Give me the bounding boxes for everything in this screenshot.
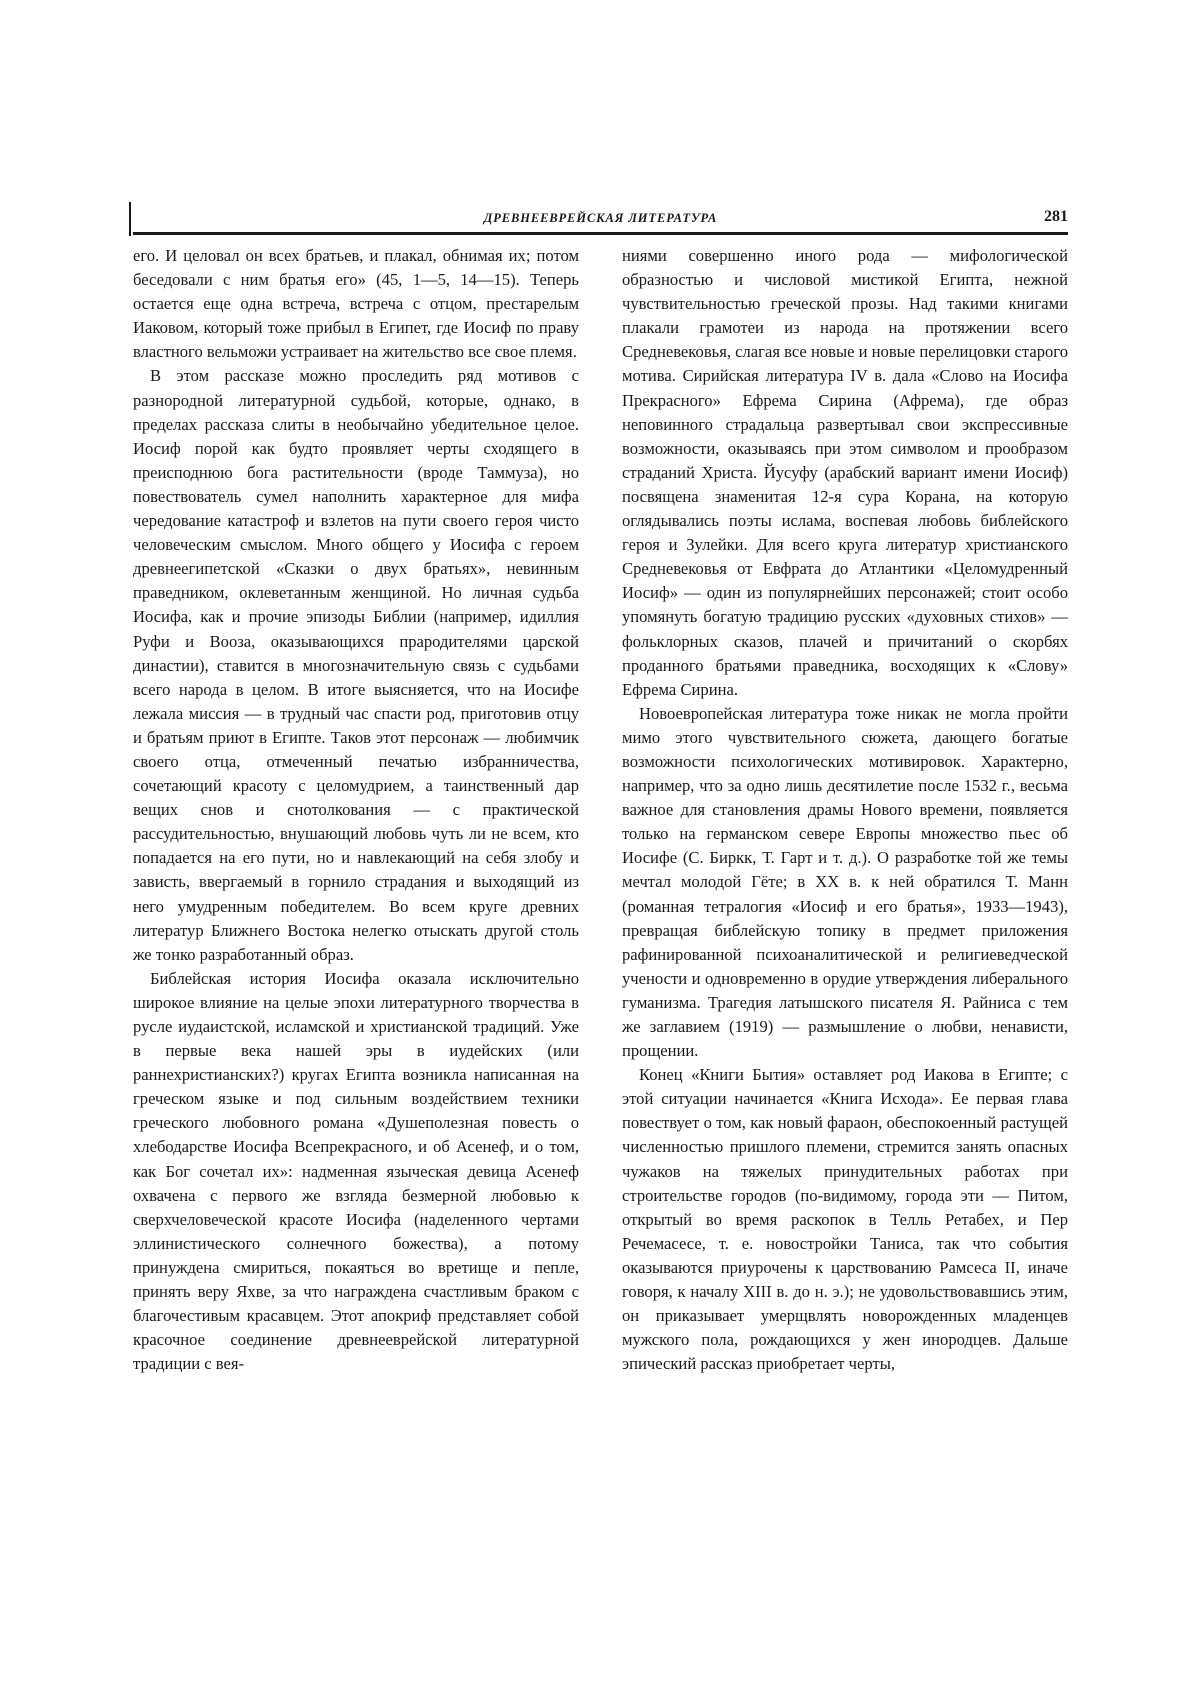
page-header [133, 208, 1068, 232]
paragraph: В этом рассказе можно проследить ряд мотивов с разнородной литературной судьбой, которые, однако, в пределах рассказа слиты в необычайно убедительное целое. Иосиф порой как будто проявляет черты сходящего в преисподнюю бога растительности (вроде Таммуза), но повествователь сумел наполнить характерное для мифа чередование катастроф и взлетов на пути своего героя чисто человеческим смыслом. Много общего у Иосифа с героем древнеегипетской «Сказки о двух братьях», невинным праведником, оклеветанным женщиной. Но личная судьба Иосифа, как и прочие эпизоды Библии (например, идиллия Руфи и Вооза, оказывающихся прародителями царской династии), ставится в многозначительную связь с судьбами всего народа в целом. В итоге выясняется, что на Иосифе лежала миссия — в трудный час спасти род, приготовив отцу и братьям приют в Египте. Таков этот персонаж — любимчик своего отца, отмеченный печатью избранничества, сочетающий красоту с целомудрием, а таинственный дар вещих снов и снотолкования — с практической рассудительностью, внушающий любовь чуть ли не всем, кто попадается на его пути, но и навлекающий на себя злобу и зависть, ввергаемый в горнило страдания и выходящий из него умудренным победителем. Во всем круге древних литератур Ближнего Востока нелегко отыскать другой столь же тонко разработанный образ. [133, 366, 579, 964]
running-title: ДРЕВНЕЕВРЕЙСКАЯ ЛИТЕРАТУРА [483, 211, 718, 225]
paragraph: Конец «Книги Бытия» оставляет род Иакова в Египте; с этой ситуации начинается «Книга Исхода». Ее первая глава повествует о том, как новый фараон, обеспокоенный растущей численностью пришлого племени, стремится занять опасных чужаков на тяжелых принудительных работах при строительстве городов (по-видимому, города эти — Питом, открытый во время раскопок в Телль Ретабех, и Пер Речемасесе, т. е. новостройки Таниса, так что события оказываются приурочены к царствованию Рамсеса II, иначе говоря, к началу XIII в. до н. э.); не удовольствовавшись этим, он приказывает умерщвлять новорожденных младенцев мужского пола, рождающихся у жен инородцев. Дальше эпический рассказ приобретает черты, [622, 1065, 1068, 1374]
margin-mark [129, 202, 131, 236]
paragraph: Библейская история Иосифа оказала исключительно широкое влияние на целые эпохи литературного творчества в русле иудаистской, исламской и христианской традиций. Уже в первые века нашей эры в иудейских (или раннехристианских?) кругах Египта возникла написанная на греческом языке и под сильным воздействием техники греческого любовного романа «Душеполезная повесть о хлебодарстве Иосифа Всепрекрасного, и об Асенеф, и о том, как Бог сочетал их»: надменная языческая девица Асенеф охвачена с первого же взгляда безмерной любовью к сверхчеловеческой красоте Иосифа (наделенного чертами эллинистического солнечного божества), а потому принуждена смириться, покаяться во вретище и пепле, принять веру Яхве, за что награждена счастливым браком с благочестивым красавцем. Этот апокриф представляет собой красочное соединение древнееврейской литературной традиции с вея- [133, 968, 579, 1374]
paragraph: его. И целовал он всех братьев, и плакал, обнимая их; потом беседовали с ним братья его» (45, 1—5, 14—15). Теперь остается еще одна встреча, встреча с отцом, престарелым Иаковом, который тоже прибыл в Египет, где Иосиф по праву властного вельможи устраивает на жительство все свое племя. [133, 246, 579, 362]
page-number: 281 [1044, 208, 1068, 225]
right-column [622, 244, 1068, 1376]
paragraph: ниями совершенно иного рода — мифологической образностью и числовой мистикой Египта, нежной чувствительностью греческой прозы. Над такими книгами плакали грамотеи из народа на протяжении всего Средневековья, слагая все новые и новые перелицовки старого мотива. Сирийская литература IV в. дала «Слово на Иосифа Прекрасного» Ефрема Сирина (Афрема), где образ неповинного страдальца развертывал свои экспрессивные возможности, оказываясь при этом символом и прообразом страданий Христа. Йусуфу (арабский вариант имени Иосиф) посвящена знаменитая 12-я сура Корана, на которую оглядывались поэты ислама, воспевая любовь библейского героя и Зулейки. Для всего круга литератур христианского Средневековья от Евфрата до Атлантики «Целомудренный Иосиф» — один из популярнейших персонажей; стоит особо упомянуть богатую традицию русских «духовных стихов» — фольклорных сказов, плачей и причитаний о скорбях проданного братьями праведника, восходящих к «Слову» Ефрема Сирина. [622, 246, 1068, 699]
header-rule [133, 232, 1068, 235]
paragraph: Новоевропейская литература тоже никак не могла пройти мимо этого чувствительного сюжета, дающего богатые возможности психологических мотивировок. Характерно, например, что за одно лишь десятилетие после 1532 г., весьма важное для становления драмы Нового времени, появляется только на германском севере Европы множество пьес об Иосифе (С. Биркк, Т. Гарт и т. д.). О разработке той же темы мечтал молодой Гёте; в XX в. к ней обратился Т. Манн (романная тетралогия «Иосиф и его братья», 1933—1943), превращая библейскую топику в предмет приложения рафинированной психоаналитической и религиеведческой учености и одновременно в орудие утверждения либерального гуманизма. Трагедия латышского писателя Я. Райниса с тем же заглавием (1919) — размышление о любви, ненависти, прощении. [622, 703, 1068, 1061]
left-column [133, 244, 579, 1376]
